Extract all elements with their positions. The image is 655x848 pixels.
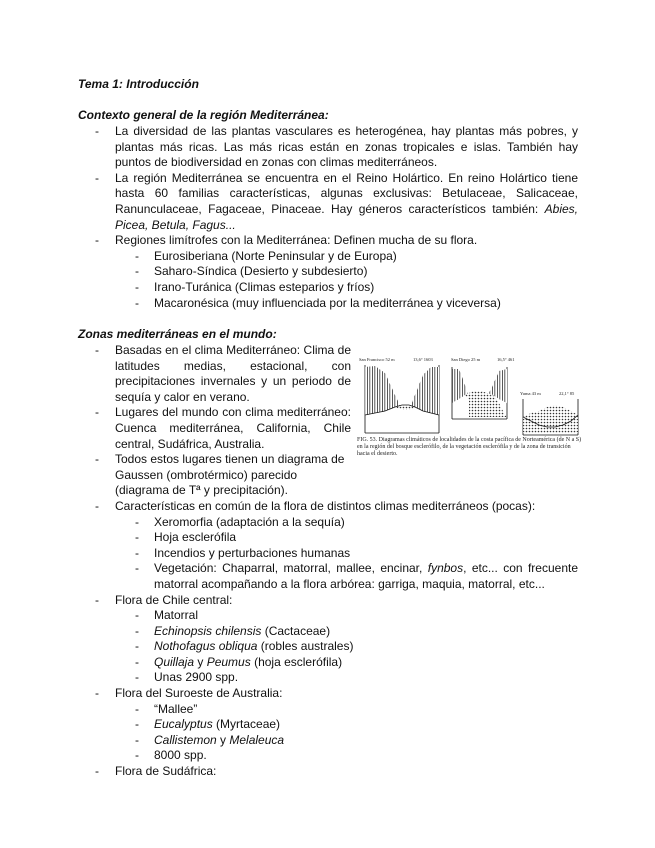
diagram-value: 22,1° 85 — [559, 391, 575, 396]
sub-list-item: - Eurosiberiana (Norte Peninsular y de Europa) — [115, 249, 578, 265]
sub-item-text: Vegetación: Chaparral, matorral, mallee, encinar, — [154, 561, 428, 576]
diagram-value: 13,6° 1603 — [413, 357, 433, 362]
sub-list-item — [115, 639, 578, 655]
item-text: Regiones limítrofes con la Mediterránea: Definen mucha de su flora. — [115, 233, 478, 248]
sub-list-item — [115, 733, 578, 749]
sub-item-text: (Cactaceae) — [261, 623, 331, 638]
context-list — [78, 124, 578, 311]
sub-list-item — [115, 624, 578, 640]
sub-item-italic: Callistemon — [154, 732, 217, 747]
item-text-italic: Abies, Picea, Betula, Fagus... — [115, 201, 578, 232]
sub-item-italic: Nothofagus obliqua — [154, 639, 258, 654]
climate-diagram-3 — [520, 391, 578, 435]
climate-diagram-1 — [359, 357, 439, 433]
sub-list-item: - Matorral — [115, 608, 578, 624]
sub-list-item: - Irano-Turánica (Climas esteparios y fríos) — [115, 280, 578, 296]
diagram-value: 16,5° 461 — [497, 357, 515, 362]
sub-list-item: - Saharo-Síndica (Desierto y subdesierto) — [115, 264, 578, 280]
diagram-label: San Francisco 52 m — [359, 357, 395, 362]
item-text: Características en común de la flora de distintos climas mediterráneos (pocas): — [115, 498, 536, 513]
list-item — [78, 686, 578, 764]
sub-item-italic: fynbos — [427, 561, 464, 576]
sub-item-text: y — [194, 654, 207, 669]
sub-list-item: - Macaronésica (muy influenciada por la mediterránea y viceversa) — [115, 296, 578, 312]
item-text-span: Todos estos lugares tienen un diagrama de Gaussen (ombrotérmico) parecido (diagrama de Tª y precipitación). — [115, 452, 345, 498]
section-heading-context: Contexto general de la región Mediterránea: — [78, 108, 329, 122]
sub-list-item: - Xeromorfia (adaptación a la sequía) — [115, 515, 578, 531]
sub-item-italic: Melaleuca — [229, 732, 285, 747]
list-item — [78, 452, 578, 499]
item-text: La diversidad de las plantas vasculares es heterogénea, hay plantas más pobres, y plantas más ricas. Las más ricas están en zonas tropicales e islas. También hay puntos de biodiversidad en zonas con climas mediterráneos. — [115, 124, 578, 170]
diagram-label: San Diego 25 m — [451, 357, 481, 362]
sub-list-item: - Incendios y perturbaciones humanas — [115, 546, 578, 562]
sub-item-italic: Eucalyptus — [154, 717, 213, 732]
item-text: Flora de Chile central: — [115, 592, 233, 607]
list-item — [78, 233, 578, 311]
section-heading-zones: Zonas mediterráneas en el mundo: — [78, 327, 277, 341]
sub-list-item: - Unas 2900 spp. — [115, 670, 578, 686]
sub-item-text: (robles australes) — [257, 639, 354, 654]
list-item — [78, 499, 578, 593]
sub-list-item — [115, 655, 578, 671]
list-item — [78, 764, 578, 780]
item-text: La región Mediterránea se encuentra en el Reino Holártico. En reino Holártico tiene hasta 60 familias características, algunas exclusivas: Betulaceae, Salicaceae, Ranunculaceae, Fagaceae, Pinaceae. Hay géneros característicos también: — [115, 170, 578, 216]
item-text: - Basadas en el clima Mediterráneo: Clima de latitudes medias, estacional, con precipitaciones invernales y un periodo de sequía y calor en verano. — [115, 343, 351, 404]
sub-list-item — [115, 717, 578, 733]
figure-caption: FIG. 53. Diagramas climáticos de localidades de la costa pacífica de Norteamérica (de N a S) en la región del bosque esclerófilo, de la vegetación esclerófila y de la zona de transición hacia el desierto. — [357, 437, 582, 457]
list-item — [78, 171, 578, 233]
page-title: Tema 1: Introducción — [78, 77, 199, 91]
sub-item-italic: Echinopsis chilensis — [154, 623, 262, 638]
list-item — [78, 124, 578, 171]
sub-list-item: - 8000 spp. — [115, 748, 578, 764]
item-text: Flora de Sudáfrica: — [115, 764, 217, 779]
list-item — [78, 593, 578, 687]
sub-item-text: (hoja esclerófila) — [250, 654, 343, 669]
item-text: - Lugares del mundo con clima mediterráneo: Cuenca mediterránea, California, Chile central, Sudáfrica, Australia. — [115, 405, 351, 451]
sub-item-italic: Quillaja — [154, 654, 195, 669]
australia-flora-list — [115, 702, 578, 764]
sub-list-item: - Hoja esclerófila — [115, 530, 578, 546]
regions-list — [115, 249, 578, 311]
sub-item-text: y — [216, 732, 230, 747]
sub-list-item: - “Mallee” — [115, 702, 578, 718]
common-features-list — [115, 515, 578, 593]
diagram-label: Yuma 43 m — [520, 391, 541, 396]
climate-diagrams-image — [357, 355, 582, 437]
item-text — [115, 452, 353, 499]
sub-item-text: , etc... con frecuente matorral acompañando a la flora arbórea: garriga, maquia, matorral, etc... — [154, 561, 578, 591]
sub-list-item — [115, 561, 578, 592]
item-text: Flora del Suroeste de Australia: — [115, 686, 283, 701]
sub-item-italic: Peumus — [206, 654, 251, 669]
sub-item-text: (Myrtaceae) — [212, 717, 281, 732]
climate-diagram-2 — [451, 357, 515, 419]
chile-flora-list — [115, 608, 578, 686]
